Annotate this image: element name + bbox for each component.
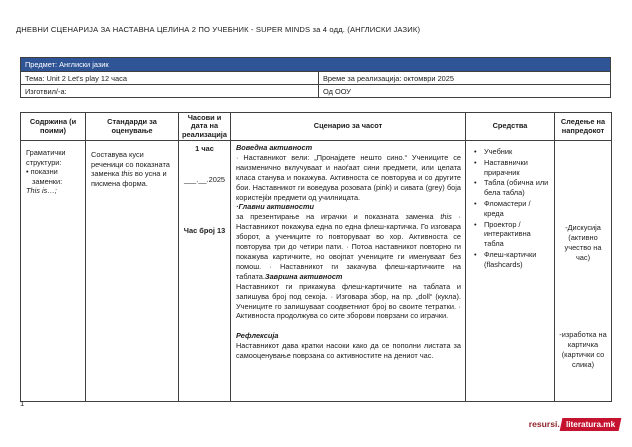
progress-cell xyxy=(555,141,611,401)
page-title: ДНЕВНИ СЦЕНАРИЈА ЗА НАСТАВНА ЦЕЛИНА 2 ПО УЧЕБНИК - SUPER MINDS за 4 одд. (АНГЛИСКИ ЈАЗИК) xyxy=(16,25,421,34)
content-line: • показни заменки: xyxy=(26,167,63,186)
standards-text: Составува куси реченици со показната заменка xyxy=(91,150,170,179)
list-item: • Фломастери / креда xyxy=(474,198,531,218)
content-cell xyxy=(21,141,86,401)
list-item: • Наставнички прирачник xyxy=(474,157,528,177)
header-standards: Стандарди за оценување xyxy=(86,113,179,140)
school-cell: Од ООУ xyxy=(318,85,610,97)
time-cell: Време за реализација: октомври 2025 xyxy=(318,72,610,84)
scenario-heading-reflection: Рефлексија xyxy=(236,331,279,341)
progress-item: -Дискусија (активно учество на час) xyxy=(564,223,602,262)
bullet-icon: • xyxy=(474,157,477,167)
list-item: • Флеш-картички (flashcards) xyxy=(474,249,537,269)
table-body-row xyxy=(21,141,611,401)
list-item: • Учебник xyxy=(474,147,513,156)
subject-header-row xyxy=(21,58,610,71)
standards-text: во усна и писмена форма. xyxy=(91,169,167,188)
bullet-icon: • xyxy=(474,219,477,229)
scenario-heading-main: ·Главни активности xyxy=(236,202,315,212)
author-row xyxy=(21,84,610,97)
theme-cell: Тема: Unit 2 Let's play 12 часа xyxy=(25,74,127,83)
subject-label: Предмет: Англиски јазик xyxy=(25,60,109,69)
header-progress: Следење на напредокот xyxy=(560,116,606,135)
logo-prefix-text: resursi. xyxy=(528,419,560,429)
logo-box xyxy=(559,418,621,431)
list-item: • Проектор / интерактивна табла xyxy=(474,219,531,249)
hours-label: 1 час xyxy=(195,144,214,153)
table-header-row xyxy=(21,113,611,141)
theme-row xyxy=(21,71,610,84)
bullet-icon: • xyxy=(474,249,477,259)
scenario-cell xyxy=(231,141,466,401)
bullet-icon: • xyxy=(474,147,477,156)
hours-cell xyxy=(179,141,231,401)
scenario-heading-intro: Воведна активност xyxy=(236,143,313,152)
page-number: 1 xyxy=(20,399,25,408)
author-cell: Изготвил/-а: xyxy=(25,87,67,96)
scenario-paragraph: Наставникот ги прикажува флеш-картичките на таблата и запишува број под секоја. · Изговара збор, на пр. „doll“ (кукла). Учениците го запишуваат соодветниот број во своите тетратки. · Активноста продолжува со сите зборови поврзани со играчки. xyxy=(236,281,461,321)
progress-item: -изработка на картичка (картички со слика) xyxy=(559,330,607,369)
standards-text-italic: this xyxy=(121,169,133,179)
resources-cell xyxy=(466,141,555,401)
bullet-icon: • xyxy=(474,178,477,188)
header-content: Содржина (и поими) xyxy=(21,113,86,140)
scenario-paragraph: Наставникот дава кратки насоки како да се пополни листата за самооценување поврзана со активностите на дениот час. xyxy=(236,341,461,361)
logo-box-text: literatura.mk xyxy=(565,419,615,429)
publisher-logo xyxy=(529,416,620,432)
scenario-paragraph: за презентирање на играчки и показната заменка this · Наставникот покажува една по една флеш-картичка. Го изговара зборот, а учениците го повторуваат во хор. Активноста се повторува три до четири пати. · Потоа наставникот повторно ги покажува картичките, но овојпат учениците ги именуваат без помош. · Наставникот ги закачува флеш-картичките на таблата.Завршна активност xyxy=(236,212,461,281)
header-hours: Часови и дата на реализација xyxy=(179,113,231,140)
content-line: Граматички структури: xyxy=(26,148,66,167)
header-scenario: Сценарио за часот xyxy=(231,113,466,140)
header-resources: Средства xyxy=(466,113,555,140)
standards-cell xyxy=(86,141,179,401)
info-table xyxy=(20,57,611,98)
list-item: • Табла (обична или бела табла) xyxy=(474,178,549,198)
date-blank-field: ___.__.2025 xyxy=(183,174,226,184)
lesson-number: Час број 13 xyxy=(183,226,226,236)
scenario-paragraph: · Наставникот вели: „Пронајдете нешто сино.“ Учениците се наизменично вклучуваат и наоѓаат сини предмети, или целата класа станува и покажува. Активноста се повторува и со другите бои. Наставникот ги воведува розовата (pink) и сивата (grey) боја користејќи предмети од училницата. xyxy=(236,152,461,202)
content-line: This is…; xyxy=(26,186,57,196)
bullet-icon: • xyxy=(474,198,477,208)
lesson-plan-table xyxy=(20,112,612,402)
